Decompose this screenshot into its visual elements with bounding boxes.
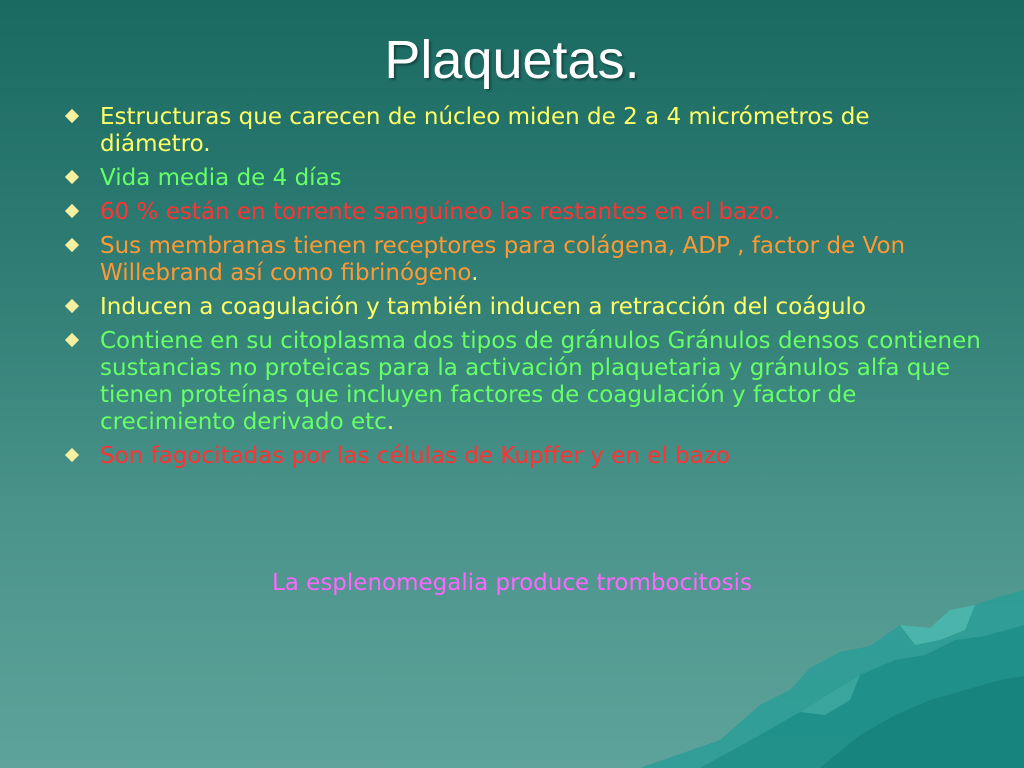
bullet-text: Contiene en su citoplasma dos tipos de gránulos Gránulos densos contienen sustancias no proteicas para la activación plaquetaria y gránulos alfa que tienen proteínas que incluyen factores de coagulación y factor de crecimiento derivado etc [100,328,981,435]
diamond-bullet-icon [65,109,79,123]
bullet-period: . [203,131,211,157]
diamond-bullet-icon [65,333,79,347]
bullet-item [62,443,982,470]
diamond-bullet-icon [65,448,79,462]
diamond-bullet-icon [65,170,79,184]
bullet-period: . [386,409,395,435]
diamond-bullet-icon [65,204,79,218]
bullet-item [62,199,982,226]
bullet-item [62,294,982,321]
bullet-item [62,328,982,436]
bullet-text: Estructuras que carecen de núcleo miden de 2 a 4 micrómetros de diámetro [100,104,870,157]
bullet-item [62,233,982,287]
bullet-period: . [471,260,479,286]
bullet-text: Inducen a coagulación y también inducen a retracción del coágulo [100,294,867,320]
bullet-item [62,165,982,192]
diamond-bullet-icon [65,238,79,252]
bullet-text: 60 % están en torrente sanguíneo las restantes en el bazo. [100,199,781,225]
bullet-list [62,104,982,477]
closing-statement: La esplenomegalia produce trombocitosis [271,570,753,596]
diamond-bullet-icon [65,299,79,313]
bullet-item [62,104,982,158]
bullet-text: Son fagocitadas por las células de Kupffer y en el bazo [100,443,730,469]
bullet-text: Vida media de 4 días [100,165,342,191]
bullet-text: Sus membranas tienen receptores para colágena, ADP , factor de Von Willebrand así como fibrinógeno [100,233,906,286]
slide-title: Plaquetas. [384,30,640,90]
